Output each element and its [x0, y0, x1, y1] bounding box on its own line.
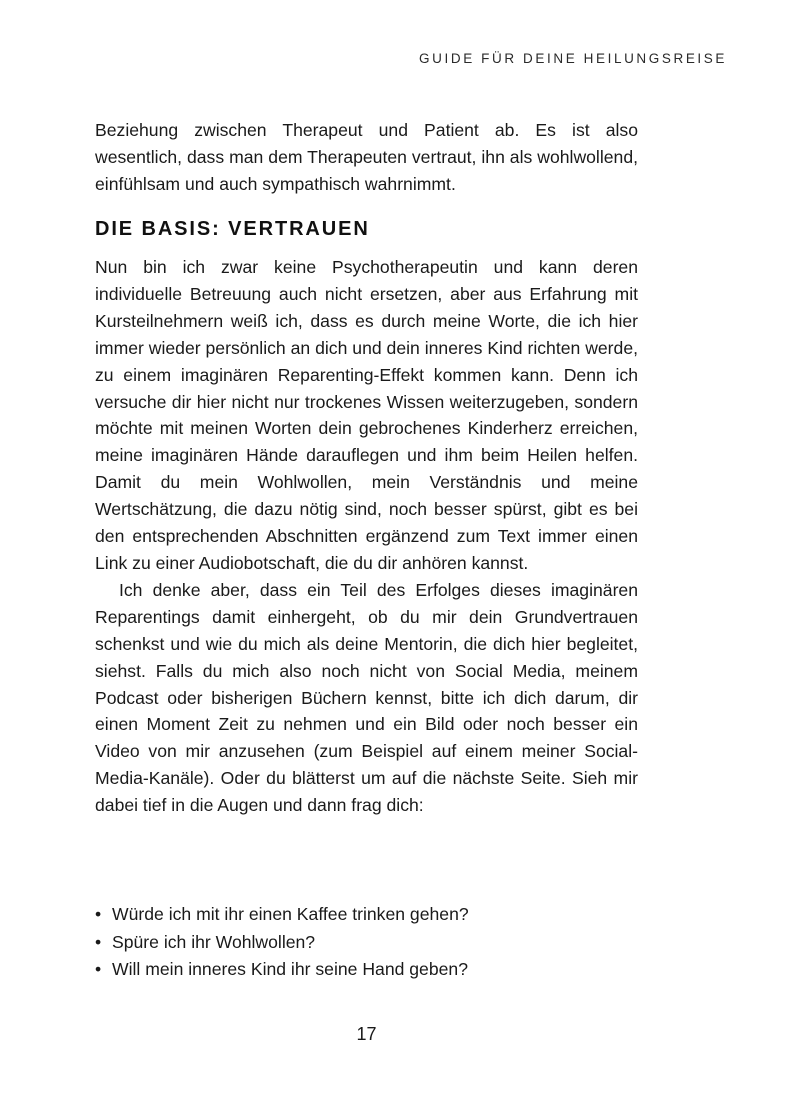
- paragraph-2: Ich denke aber, dass ein Teil des Erfolges dieses imaginären Reparentings damit einhergeht, ob du mir dein Grundvertrauen schenkst und wie du mich als deine Mentorin, die dich hier begleitet, siehst. Falls du mich also noch nicht von Social Media, meinem Podcast oder bisherigen Büchern kennst, bitte ich dich darum, dir einen Moment Zeit zu nehmen und ein Bild oder noch besser ein Video von mir anzusehen (zum Beispiel auf einem meiner Social-Media-Kanäle). Oder du blätterst um auf die nächste Seite. Sieh mir dabei tief in die Augen und dann frag dich:: [95, 579, 638, 816]
- section-heading: DIE BASIS: VERTRAUEN: [95, 218, 370, 240]
- list-item: [95, 929, 655, 957]
- bullet-icon: •: [95, 959, 102, 979]
- list-item-text: Will mein inneres Kind ihr seine Hand geben?: [112, 959, 468, 979]
- list-item-text: Spüre ich ihr Wohlwollen?: [112, 931, 316, 952]
- paragraph-1: Nun bin ich zwar keine Psychotherapeutin und kann deren individuelle Betreuung auch nicht ersetzen, aber aus Erfahrung mit Kursteilnehmern weiß ich, dass es durch meine Worte, die ich hier immer wieder persönlich an dich und dein inneres Kind richten werde, zu einem imaginären Reparenting-Effekt kommen kann. Denn ich versuche dir hier nicht nur trockenes Wissen weiterzugeben, sondern möchte mit meinen Worten dein gebrochenes Kinderherz erreichen, meine imaginären Hände darauflegen und ihm beim Heilen helfen. Damit du mein Wohlwollen, mein Verständnis und meine Wertschätzung, die dazu nötig sind, noch besser spürst, gibt es bei den entsprechenden Abschnitten ergänzend zum Text immer einen Link zu einer Audiobotschaft, die du dir anhören kannst.: [95, 257, 638, 573]
- intro-paragraph: Beziehung zwischen Therapeut und Patient ab. Es ist also wesentlich, dass man dem Therapeuten vertraut, ihn als wohlwollend, einfühlsam und auch sympathisch wahrnimmt.: [95, 120, 638, 194]
- bullet-icon: •: [95, 904, 102, 924]
- list-item: [95, 956, 655, 984]
- section-body: [95, 254, 638, 819]
- page-number: 17: [356, 1024, 377, 1044]
- running-header: GUIDE FÜR DEINE HEILUNGSREISE: [419, 51, 727, 66]
- list-item-text: Würde ich mit ihr einen Kaffee trinken gehen?: [112, 904, 469, 924]
- question-list: [95, 901, 655, 984]
- bullet-icon: •: [95, 931, 102, 952]
- list-item: [95, 901, 655, 929]
